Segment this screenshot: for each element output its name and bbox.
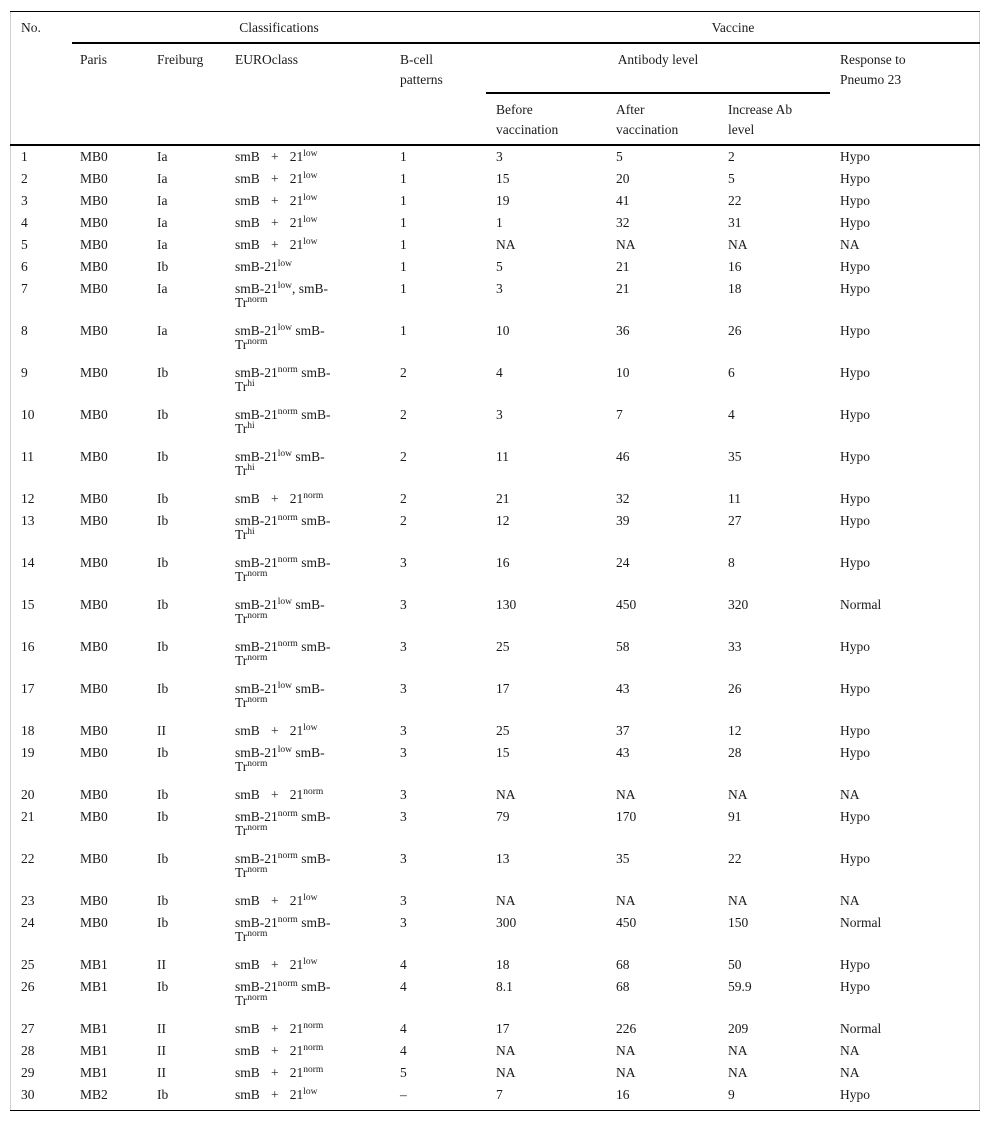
cell-euro: smB-$21^{norm}$ smB- $Tr^{norm}$: [235, 915, 331, 944]
cell-freiburg: Ib: [157, 259, 169, 274]
cell-increase: 320: [728, 597, 749, 612]
cell-no: 2: [21, 171, 28, 186]
cell-after: 41: [616, 193, 630, 208]
cell-no: 26: [21, 979, 35, 994]
cell-response: Hypo: [840, 365, 870, 380]
cell-response: Hypo: [840, 723, 870, 738]
cell-response: Hypo: [840, 449, 870, 464]
cell-euro: smB + $21^{low}$: [235, 193, 318, 208]
cell-increase: 5: [728, 171, 735, 186]
cell-before: NA: [496, 893, 516, 908]
cell-bcell: –: [400, 1087, 407, 1102]
cell-no: 20: [21, 787, 35, 802]
cell-euro: smB + $21^{norm}$: [235, 787, 324, 802]
cell-paris: MB0: [80, 915, 108, 930]
cell-before: 3: [496, 281, 503, 296]
cell-euro: smB + $21^{norm}$: [235, 1021, 324, 1036]
cell-freiburg: Ib: [157, 449, 169, 464]
cell-increase: 33: [728, 639, 742, 654]
cell-bcell: 3: [400, 915, 407, 930]
cell-before: 3: [496, 149, 503, 164]
cell-after: 32: [616, 215, 630, 230]
cell-paris: MB0: [80, 639, 108, 654]
cell-euro: smB + $21^{low}$: [235, 893, 318, 908]
cell-increase: 9: [728, 1087, 735, 1102]
cell-bcell: 1: [400, 237, 407, 252]
cell-euro: smB-$21^{low}$ smB- $Tr^{norm}$: [235, 745, 325, 774]
header-after-line2: vaccination: [616, 122, 679, 137]
cell-freiburg: Ib: [157, 555, 169, 570]
cell-after: 68: [616, 957, 630, 972]
cell-paris: MB0: [80, 597, 108, 612]
cell-increase: 2: [728, 149, 735, 164]
cell-bcell: 4: [400, 1021, 407, 1036]
cell-before: 13: [496, 851, 510, 866]
cell-paris: MB1: [80, 957, 108, 972]
cell-before: 7: [496, 1087, 503, 1102]
cell-before: 25: [496, 639, 510, 654]
cell-increase: 26: [728, 681, 742, 696]
cell-after: NA: [616, 1043, 636, 1058]
cell-paris: MB0: [80, 745, 108, 760]
cell-response: Normal: [840, 915, 882, 930]
cell-increase: 28: [728, 745, 742, 760]
cell-no: 18: [21, 723, 35, 738]
cell-before: 21: [496, 491, 510, 506]
cell-no: 28: [21, 1043, 35, 1058]
cell-increase: 4: [728, 407, 735, 422]
cell-increase: 8: [728, 555, 735, 570]
cell-freiburg: Ib: [157, 809, 169, 824]
table-left-border: [10, 11, 11, 1111]
cell-after: 43: [616, 681, 630, 696]
cell-after: 21: [616, 259, 630, 274]
cell-no: 12: [21, 491, 35, 506]
cell-freiburg: Ib: [157, 491, 169, 506]
cell-freiburg: Ib: [157, 365, 169, 380]
cell-response: Hypo: [840, 851, 870, 866]
cell-no: 13: [21, 513, 35, 528]
results-table: [10, 0, 980, 1123]
cell-freiburg: Ib: [157, 1087, 169, 1102]
cell-after: 170: [616, 809, 637, 824]
cell-freiburg: Ib: [157, 787, 169, 802]
cell-increase: 209: [728, 1021, 749, 1036]
cell-before: 130: [496, 597, 517, 612]
cell-paris: MB0: [80, 149, 108, 164]
cell-before: 12: [496, 513, 510, 528]
cell-paris: MB0: [80, 323, 108, 338]
cell-euro: smB + $21^{norm}$: [235, 1065, 324, 1080]
cell-freiburg: Ib: [157, 893, 169, 908]
cell-freiburg: II: [157, 1065, 166, 1080]
cell-response: NA: [840, 237, 860, 252]
cell-euro: smB-$21^{low}$, smB- $Tr^{norm}$: [235, 281, 329, 310]
cell-euro: smB-$21^{low}$: [235, 259, 293, 274]
cell-after: 21: [616, 281, 630, 296]
cell-no: 7: [21, 281, 28, 296]
cell-bcell: 3: [400, 851, 407, 866]
cell-euro: smB + $21^{low}$: [235, 237, 318, 252]
cell-bcell: 3: [400, 597, 407, 612]
cell-before: NA: [496, 1043, 516, 1058]
header-bottom-rule: [10, 144, 980, 146]
cell-response: Hypo: [840, 979, 870, 994]
cell-euro: smB-$21^{norm}$ smB- $Tr^{hi}$: [235, 513, 331, 542]
cell-bcell: 4: [400, 979, 407, 994]
cell-bcell: 3: [400, 893, 407, 908]
header-no: No.: [21, 20, 41, 35]
cell-increase: 91: [728, 809, 742, 824]
cell-before: 18: [496, 957, 510, 972]
cell-increase: NA: [728, 237, 748, 252]
cell-increase: 11: [728, 491, 741, 506]
cell-paris: MB0: [80, 851, 108, 866]
cell-paris: MB0: [80, 365, 108, 380]
cell-paris: MB0: [80, 513, 108, 528]
cell-euro: smB-$21^{norm}$ smB- $Tr^{norm}$: [235, 555, 331, 584]
cell-increase: 27: [728, 513, 742, 528]
cell-freiburg: Ia: [157, 237, 168, 252]
cell-euro: smB + $21^{low}$: [235, 215, 318, 230]
cell-bcell: 3: [400, 745, 407, 760]
cell-increase: 22: [728, 851, 742, 866]
cell-paris: MB0: [80, 449, 108, 464]
cell-after: 7: [616, 407, 623, 422]
cell-response: Hypo: [840, 281, 870, 296]
cell-response: Hypo: [840, 215, 870, 230]
cell-freiburg: Ib: [157, 513, 169, 528]
cell-before: 15: [496, 745, 510, 760]
cell-euro: smB-$21^{low}$ smB- $Tr^{norm}$: [235, 597, 325, 626]
cell-increase: 59.9: [728, 979, 752, 994]
cell-bcell: 2: [400, 513, 407, 528]
cell-paris: MB0: [80, 893, 108, 908]
cell-after: 39: [616, 513, 630, 528]
cell-euro: smB-$21^{norm}$ smB- $Tr^{hi}$: [235, 365, 331, 394]
header-freiburg: Freiburg: [157, 52, 204, 67]
header-before-line1: Before: [496, 102, 533, 117]
cell-paris: MB0: [80, 193, 108, 208]
cell-after: 450: [616, 597, 637, 612]
cell-paris: MB0: [80, 491, 108, 506]
cell-freiburg: II: [157, 1021, 166, 1036]
cell-freiburg: II: [157, 723, 166, 738]
cell-euro: smB + $21^{norm}$: [235, 491, 324, 506]
cell-response: Hypo: [840, 681, 870, 696]
cell-freiburg: Ia: [157, 171, 168, 186]
cell-after: 24: [616, 555, 630, 570]
cell-response: Normal: [840, 1021, 882, 1036]
cell-euro: smB-$21^{low}$ smB- $Tr^{norm}$: [235, 681, 325, 710]
cell-after: NA: [616, 787, 636, 802]
cell-before: 25: [496, 723, 510, 738]
cell-no: 30: [21, 1087, 35, 1102]
cell-paris: MB1: [80, 1065, 108, 1080]
cell-before: 5: [496, 259, 503, 274]
cell-freiburg: II: [157, 1043, 166, 1058]
cell-before: 4: [496, 365, 503, 380]
cell-no: 24: [21, 915, 35, 930]
cell-before: NA: [496, 1065, 516, 1080]
cell-response: Hypo: [840, 957, 870, 972]
cell-no: 23: [21, 893, 35, 908]
cell-after: 43: [616, 745, 630, 760]
cell-after: 16: [616, 1087, 630, 1102]
cell-euro: smB + $21^{low}$: [235, 1087, 318, 1102]
cell-paris: MB0: [80, 787, 108, 802]
cell-increase: 26: [728, 323, 742, 338]
cell-no: 11: [21, 449, 34, 464]
cell-after: 35: [616, 851, 630, 866]
cell-increase: 18: [728, 281, 742, 296]
cell-bcell: 1: [400, 149, 407, 164]
cell-increase: NA: [728, 1065, 748, 1080]
cell-response: Hypo: [840, 259, 870, 274]
cell-paris: MB0: [80, 281, 108, 296]
header-classifications: Classifications: [239, 20, 319, 35]
cell-bcell: 3: [400, 681, 407, 696]
cell-freiburg: Ib: [157, 745, 169, 760]
cell-response: Hypo: [840, 745, 870, 760]
cell-bcell: 2: [400, 365, 407, 380]
cell-euro: smB-$21^{low}$ smB- $Tr^{norm}$: [235, 323, 325, 352]
cell-increase: NA: [728, 1043, 748, 1058]
cell-freiburg: Ib: [157, 851, 169, 866]
cell-euro: smB-$21^{norm}$ smB- $Tr^{hi}$: [235, 407, 331, 436]
cell-euro: smB-$21^{norm}$ smB- $Tr^{norm}$: [235, 639, 331, 668]
cell-after: 32: [616, 491, 630, 506]
cell-bcell: 3: [400, 555, 407, 570]
cell-before: 16: [496, 555, 510, 570]
cell-increase: NA: [728, 787, 748, 802]
cell-after: 46: [616, 449, 630, 464]
cell-response: NA: [840, 787, 860, 802]
header-antibody-rule: [486, 92, 830, 94]
cell-increase: 16: [728, 259, 742, 274]
cell-before: 17: [496, 1021, 510, 1036]
cell-after: 20: [616, 171, 630, 186]
cell-paris: MB2: [80, 1087, 108, 1102]
cell-bcell: 1: [400, 193, 407, 208]
cell-after: 37: [616, 723, 630, 738]
cell-no: 3: [21, 193, 28, 208]
cell-paris: MB0: [80, 809, 108, 824]
cell-no: 22: [21, 851, 35, 866]
header-vaccine: Vaccine: [711, 20, 755, 35]
cell-before: 8.1: [496, 979, 513, 994]
cell-paris: MB0: [80, 555, 108, 570]
cell-no: 25: [21, 957, 35, 972]
cell-euro: smB + $21^{low}$: [235, 957, 318, 972]
cell-no: 8: [21, 323, 28, 338]
cell-increase: 150: [728, 915, 749, 930]
header-group-rule: [72, 42, 980, 44]
cell-response: Hypo: [840, 555, 870, 570]
cell-bcell: 1: [400, 215, 407, 230]
header-before-line2: vaccination: [496, 122, 559, 137]
cell-freiburg: Ib: [157, 407, 169, 422]
cell-no: 21: [21, 809, 35, 824]
cell-before: 19: [496, 193, 510, 208]
cell-before: 11: [496, 449, 509, 464]
cell-before: 79: [496, 809, 510, 824]
cell-response: Hypo: [840, 639, 870, 654]
cell-response: Hypo: [840, 513, 870, 528]
cell-after: 450: [616, 915, 637, 930]
cell-after: 226: [616, 1021, 637, 1036]
cell-after: 36: [616, 323, 630, 338]
cell-freiburg: Ia: [157, 323, 168, 338]
cell-before: NA: [496, 787, 516, 802]
cell-response: NA: [840, 1043, 860, 1058]
cell-after: NA: [616, 237, 636, 252]
cell-bcell: 3: [400, 723, 407, 738]
cell-bcell: 3: [400, 787, 407, 802]
cell-euro: smB + $21^{low}$: [235, 171, 318, 186]
cell-after: 68: [616, 979, 630, 994]
cell-after: 58: [616, 639, 630, 654]
cell-freiburg: Ib: [157, 979, 169, 994]
cell-response: Hypo: [840, 491, 870, 506]
header-increase-line2: level: [728, 122, 755, 137]
cell-increase: 22: [728, 193, 742, 208]
cell-before: 3: [496, 407, 503, 422]
cell-increase: 50: [728, 957, 742, 972]
cell-increase: 12: [728, 723, 742, 738]
cell-no: 15: [21, 597, 35, 612]
table-right-border: [979, 11, 980, 1111]
cell-response: NA: [840, 893, 860, 908]
cell-freiburg: Ia: [157, 215, 168, 230]
cell-euro: smB-$21^{norm}$ smB- $Tr^{norm}$: [235, 851, 331, 880]
cell-no: 29: [21, 1065, 35, 1080]
cell-after: NA: [616, 893, 636, 908]
cell-paris: MB0: [80, 723, 108, 738]
cell-freiburg: Ib: [157, 681, 169, 696]
cell-bcell: 1: [400, 171, 407, 186]
cell-response: Normal: [840, 597, 882, 612]
cell-paris: MB1: [80, 979, 108, 994]
cell-bcell: 2: [400, 491, 407, 506]
cell-freiburg: Ia: [157, 149, 168, 164]
cell-euro: smB-$21^{norm}$ smB- $Tr^{norm}$: [235, 979, 331, 1008]
cell-increase: NA: [728, 893, 748, 908]
cell-bcell: 4: [400, 1043, 407, 1058]
header-response-line1: Response to: [840, 52, 906, 67]
cell-bcell: 3: [400, 639, 407, 654]
cell-increase: 6: [728, 365, 735, 380]
header-bcell-line1: B-cell: [400, 52, 433, 67]
cell-response: Hypo: [840, 407, 870, 422]
cell-freiburg: Ib: [157, 597, 169, 612]
header-increase-line1: Increase Ab: [728, 102, 793, 117]
cell-increase: 35: [728, 449, 742, 464]
cell-euro: smB + $21^{low}$: [235, 149, 318, 164]
cell-before: 10: [496, 323, 510, 338]
cell-bcell: 1: [400, 281, 407, 296]
cell-no: 4: [21, 215, 28, 230]
cell-bcell: 3: [400, 809, 407, 824]
cell-no: 5: [21, 237, 28, 252]
cell-response: Hypo: [840, 171, 870, 186]
cell-response: Hypo: [840, 809, 870, 824]
cell-no: 9: [21, 365, 28, 380]
cell-response: Hypo: [840, 193, 870, 208]
cell-after: 5: [616, 149, 623, 164]
cell-before: 15: [496, 171, 510, 186]
cell-no: 14: [21, 555, 35, 570]
cell-paris: MB1: [80, 1043, 108, 1058]
cell-paris: MB0: [80, 259, 108, 274]
cell-euro: smB + $21^{low}$: [235, 723, 318, 738]
cell-bcell: 4: [400, 957, 407, 972]
cell-freiburg: Ia: [157, 193, 168, 208]
cell-freiburg: Ib: [157, 639, 169, 654]
cell-paris: MB0: [80, 171, 108, 186]
cell-before: NA: [496, 237, 516, 252]
header-after-line1: After: [616, 102, 645, 117]
header-euroclass: EUROclass: [235, 52, 298, 67]
cell-freiburg: II: [157, 957, 166, 972]
cell-bcell: 5: [400, 1065, 407, 1080]
cell-no: 19: [21, 745, 35, 760]
cell-before: 17: [496, 681, 510, 696]
cell-euro: smB-$21^{norm}$ smB- $Tr^{norm}$: [235, 809, 331, 838]
cell-response: NA: [840, 1065, 860, 1080]
cell-freiburg: Ib: [157, 915, 169, 930]
cell-no: 1: [21, 149, 28, 164]
header-paris: Paris: [80, 52, 107, 67]
cell-no: 6: [21, 259, 28, 274]
cell-response: Hypo: [840, 149, 870, 164]
cell-no: 17: [21, 681, 35, 696]
table-top-rule: [10, 11, 980, 12]
cell-paris: MB1: [80, 1021, 108, 1036]
header-bcell-line2: patterns: [400, 72, 443, 87]
cell-paris: MB0: [80, 237, 108, 252]
cell-euro: smB-$21^{low}$ smB- $Tr^{hi}$: [235, 449, 325, 478]
header-antibody-level: Antibody level: [617, 52, 699, 67]
table-bottom-rule: [10, 1110, 980, 1111]
cell-bcell: 1: [400, 323, 407, 338]
cell-paris: MB0: [80, 407, 108, 422]
cell-before: 1: [496, 215, 503, 230]
cell-increase: 31: [728, 215, 742, 230]
cell-bcell: 2: [400, 449, 407, 464]
cell-euro: smB + $21^{norm}$: [235, 1043, 324, 1058]
cell-no: 10: [21, 407, 35, 422]
cell-no: 27: [21, 1021, 35, 1036]
cell-bcell: 1: [400, 259, 407, 274]
cell-paris: MB0: [80, 681, 108, 696]
cell-after: NA: [616, 1065, 636, 1080]
header-response-line2: Pneumo 23: [840, 72, 902, 87]
cell-paris: MB0: [80, 215, 108, 230]
cell-no: 16: [21, 639, 35, 654]
cell-response: Hypo: [840, 323, 870, 338]
cell-before: 300: [496, 915, 517, 930]
cell-bcell: 2: [400, 407, 407, 422]
cell-freiburg: Ia: [157, 281, 168, 296]
cell-response: Hypo: [840, 1087, 870, 1102]
cell-after: 10: [616, 365, 630, 380]
